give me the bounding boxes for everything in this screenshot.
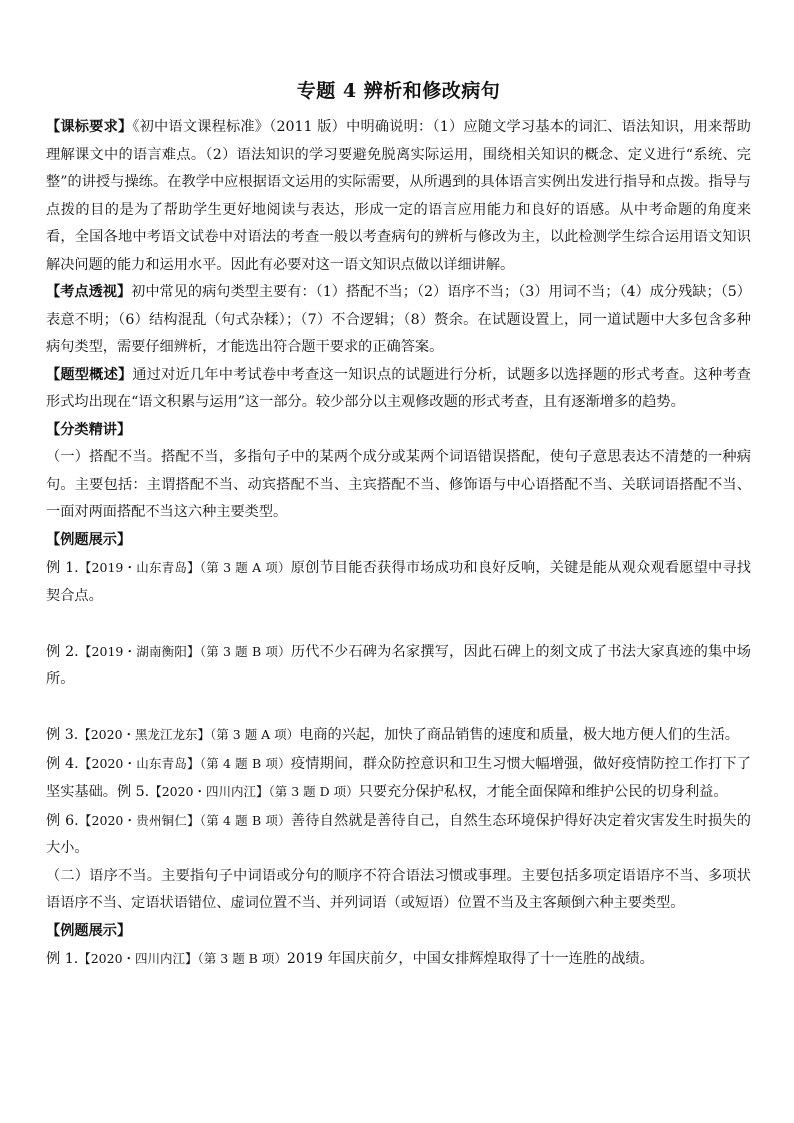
example-text: 历代不少石碑为名家撰写，因此石碑上的刻文成了书法大家真迹的集中场所。 [46,643,751,687]
example-text: 疫情期间，群众防控意识和卫生习惯大幅增强，做好疫情防控工作打下了坚实基础。 [46,755,751,800]
example-item [46,945,751,974]
points-text: 初中常见的病句类型主要有：（1）搭配不当；（2）语序不当；（3）用词不当；（4）成分残缺；（5）表意不明；（6）结构混乱（句式杂糅）；（7）不合逻辑；（8）赘余。在试题设置上，同一道试题中大多包含多种病句类型，需要仔细辨析，才能选出符合题干要求的正确答案。 [46,284,751,355]
standard-label: 【课标要求】 [46,119,133,135]
example-num: 例 1. [46,951,79,967]
document-page [46,76,751,974]
example-text: 原创节目能否获得市场成功和良好反响，关键是能从观众观看愿望中寻找契合点。 [46,560,751,604]
example-num: 例 1. [46,560,79,576]
section2-intro: （二）语序不当。主要指句子中词语或分句的顺序不符合语法习惯或事理。主要包括多项定语语序不当、多项状语语序不当、定语状语错位、虚词位置不当、并列词语（或短语）位置不当及主客颠倒六种主要类型。 [46,867,751,911]
example-text: 只要充分保护私权，才能全面保障和维护公民的切身利益。 [358,784,728,800]
example-item [46,721,751,750]
blank-space [46,694,751,722]
standard-paragraph [46,114,751,279]
page-title: 专题 4 辨析和修改病句 [296,80,501,102]
blank-space [46,610,751,638]
example-item [46,750,751,807]
example-source: 【2020・四川内江】（第 3 题 B 项） [78,951,287,966]
example-source: 【2020・黑龙江龙东】（第 3 题 A 项） [78,727,300,742]
example-text: 电商的兴起，加快了商品销售的速度和质量，极大地方便人们的生活。 [299,727,739,743]
example-source: 【2020・四川内江】（第 3 题 D 项） [149,784,359,799]
example-item [46,807,751,863]
section1-examples-heading: 【例题展示】 [46,531,132,548]
section2-examples-heading: 【例题展示】 [46,922,132,939]
example-source: 【2020・山东青岛】（第 4 题 B 项） [78,755,291,771]
example-num: 例 3. [46,727,79,743]
example-num: 例 5. [116,784,150,800]
example-item [46,638,751,694]
points-paragraph [46,279,751,362]
example-source: 【2019・湖南衡阳】（第 3 题 B 项） [78,643,291,659]
overview-paragraph [46,362,751,417]
standard-text: 《初中语文课程标准》（2011 版）中明确说明：（1）应随文学习基本的词汇、语法知识，用来帮助理解课文中的语言难点。（2）语法知识的学习要避免脱离实际运用，围绕相关知识的概念、定义进行“系统、完整”的讲授与操练。在教学中应根据语文运用的实际需要，从所遇到的具体语言实例出发进行指导和点拨。指导与点拨的目的是为了帮助学生更好地阅读与表达，形成一定的语言应用能力和良好的语感。从中考命题的角度来看，全国各地中考语文试卷中对语法的考查一般以考查病句的辨析与修改为主，以此检测学生综合运用语文知识解决问题的能力和运用水平。因此有必要对这一语文知识点做以详细讲解。 [46,119,751,273]
example-item [46,554,751,610]
overview-label: 【题型概述】 [46,366,133,383]
example-num: 例 6. [46,812,79,829]
example-num: 例 4. [46,755,79,772]
classify-heading: 【分类精讲】 [46,421,132,438]
example-num: 例 2. [46,643,79,660]
overview-text: 通过对近几年中考试卷中考查这一知识点的试题进行分析，试题多以选择题的形式考查。这种考查形式均出现在“语文积累与运用”这一部分。较少部分以主观修改题的形式考查，且有逐渐增多的趋势。 [46,366,751,410]
example-text: 善待自然就是善待自己，自然生态环境保护得好决定着灾害发生时损失的大小。 [46,812,751,856]
points-label: 【考点透视】 [46,284,132,300]
section1-intro: （一）搭配不当。搭配不当，多指句子中的某两个成分或某两个词语错误搭配，使句子意思表达不清楚的一种病句。主要包括：主谓搭配不当、动宾搭配不当、主宾搭配不当、修饰语与中心语搭配不当、关联词语搭配不当、一面对两面搭配不当这六种主要类型。 [46,449,751,520]
example-source: 【2019・山东青岛】（第 3 题 A 项） [78,560,291,575]
example-source: 【2020・贵州铜仁】（第 4 题 B 项） [78,812,291,828]
example-text: 2019 年国庆前夕，中国女排辉煌取得了十一连胜的战绩。 [286,951,654,967]
